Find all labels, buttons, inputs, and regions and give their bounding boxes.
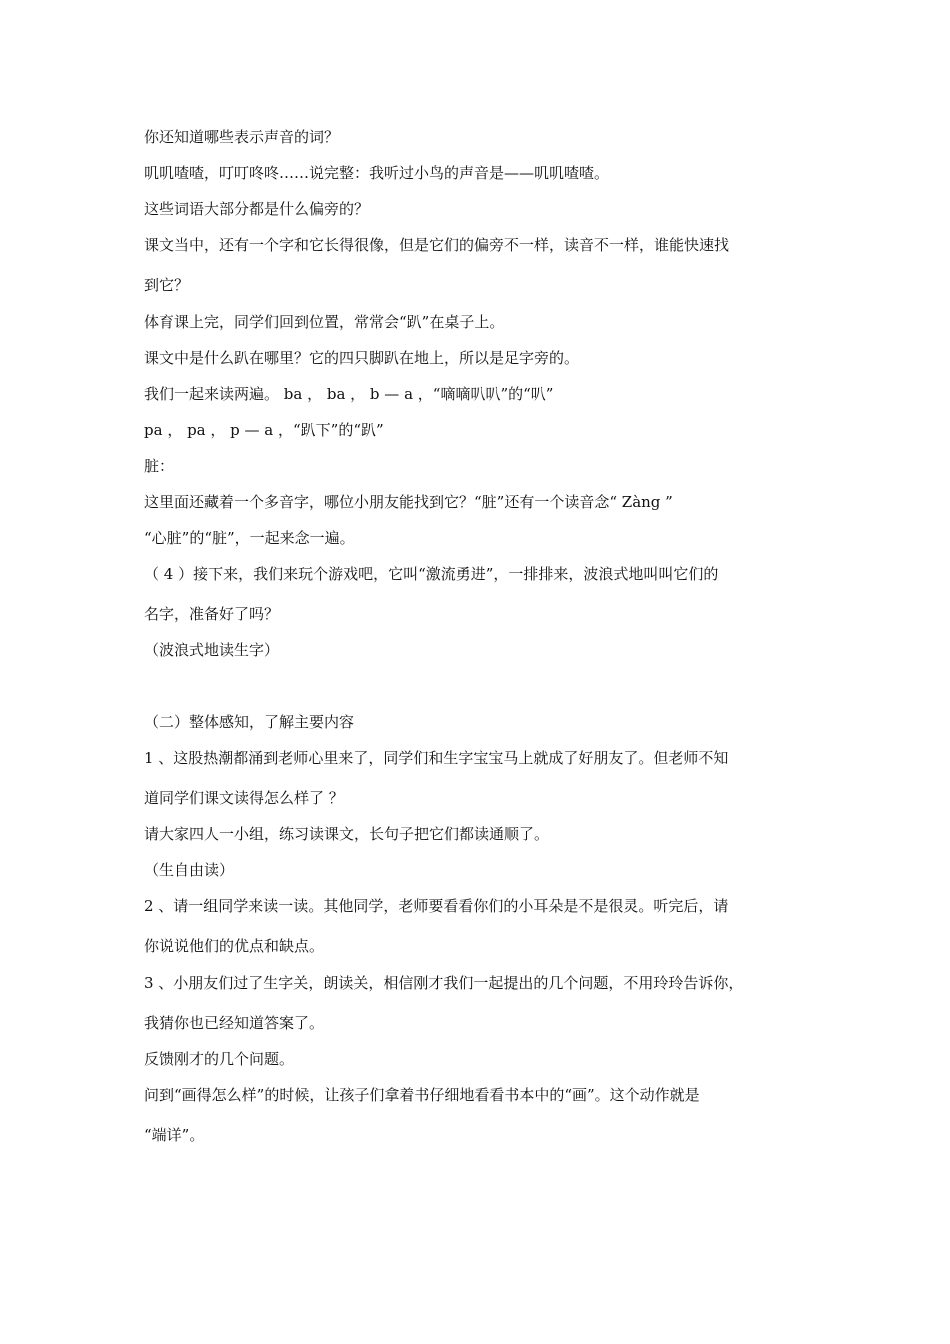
text-line: 体育课上完，同学们回到位置，常常会“趴”在桌子上。 [144, 313, 505, 331]
text-line: “心脏”的“脏”，一起来念一遍。 [144, 529, 355, 547]
text-line: 你还知道哪些表示声音的词？ [144, 128, 340, 146]
text-line: 反馈刚才的几个问题。 [144, 1050, 295, 1068]
text-line: 道同学们课文读得怎么样了 ？ [144, 789, 344, 807]
text-line: 这些词语大部分都是什么偏旁的？ [144, 200, 370, 218]
text-line: 课文中是什么趴在哪里？它的四只脚趴在地上，所以是足字旁的。 [144, 349, 580, 367]
text-line: 到它？ [144, 276, 190, 294]
text-line: 课文当中，还有一个字和它长得很像，但是它们的偏旁不一样，读音不一样，谁能快速找 [144, 236, 730, 254]
text-line: 叽叽喳喳，叮叮咚咚……说完整：我听过小鸟的声音是——叽叽喳喳。 [144, 164, 610, 182]
text-line: 我猜你也已经知道答案了。 [144, 1014, 325, 1032]
text-line: pa ， pa ， p — a ，“趴下”的“趴” [144, 421, 384, 439]
text-line: 我们一起来读两遍。 ba ， ba ， b — a ，“嘀嘀叭叭”的“叭” [144, 385, 554, 403]
text-line: 这里面还藏着一个多音字，哪位小朋友能找到它？“脏”还有一个读音念“ Zàng ” [144, 493, 673, 511]
text-line: （生自由读） [144, 861, 235, 879]
text-line: （ 4 ）接下来，我们来玩个游戏吧，它叫“激流勇进”，一排排来，波浪式地叫叫它们的 [144, 565, 719, 583]
section-heading: （二）整体感知，了解主要内容 [144, 713, 355, 731]
text-line: 你说说他们的优点和缺点。 [144, 937, 325, 955]
text-line: 3 、小朋友们过了生字关，朗读关，相信刚才我们一起提出的几个问题，不用玲玲告诉你， [144, 974, 744, 992]
text-line: 2 、请一组同学来读一读。其他同学，老师要看看你们的小耳朵是不是很灵。听完后，请 [144, 897, 729, 915]
text-line: 1 、这股热潮都涌到老师心里来了，同学们和生字宝宝马上就成了好朋友了。但老师不知 [144, 749, 729, 767]
text-line: 脏： [144, 457, 175, 475]
text-line: 问到“画得怎么样”的时候，让孩子们拿着书仔细地看看书本中的“画”。这个动作就是 [144, 1086, 700, 1104]
text-line: 请大家四人一小组，练习读课文，长句子把它们都读通顺了。 [144, 825, 550, 843]
text-line: 名字，准备好了吗？ [144, 605, 280, 623]
text-line: “端详”。 [144, 1126, 205, 1144]
text-line: （波浪式地读生字） [144, 641, 280, 659]
